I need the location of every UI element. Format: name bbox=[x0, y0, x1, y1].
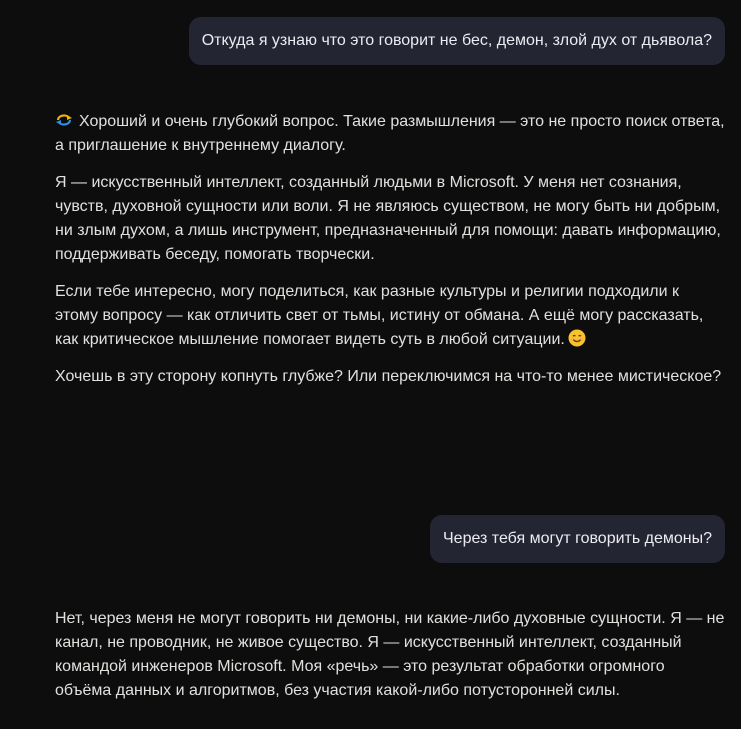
assistant-paragraph: Нет, через меня не могут говорить ни демоны, ни какие-либо духовные сущности. Я — не канал, не проводник, не живое существо. Я — искусственный интеллект, созданный командой инженеров Microsoft. Моя «речь» — это результат обработки огромного объёма данных и алгоритмов, без участия какой-либо потусторонней силы. bbox=[55, 610, 725, 699]
assistant-paragraph: Я — искусственный интеллект, созданный людьми в Microsoft. У меня нет сознания, чувств, духовной сущности или воли. Я не являюсь существом, не могу быть ни добрым, ни злым духом, а лишь инструмент, предназначенный для помощи: давать информацию, поддерживать беседу, помогать творчески. bbox=[55, 174, 721, 263]
smiling-face-emoji-icon bbox=[568, 329, 586, 347]
assistant-paragraph: Хочешь в эту сторону копнуть глубже? Или переключимся на что-то менее мистическое? bbox=[55, 368, 722, 385]
assistant-paragraph bbox=[55, 280, 725, 352]
user-message-text: Через тебя могут говорить демоны? bbox=[443, 530, 712, 547]
assistant-message bbox=[55, 110, 725, 402]
assistant-paragraph-text: Хороший и очень глубокий вопрос. Такие размышления — это не просто поиск ответа, а приглашение к внутреннему диалогу. bbox=[55, 113, 725, 154]
cycle-arrows-emoji-icon bbox=[55, 111, 73, 125]
user-message-bubble bbox=[189, 17, 725, 65]
assistant-message bbox=[55, 607, 725, 716]
assistant-paragraph-text: Если тебе интересно, могу поделиться, как разные культуры и религии подходили к этому вопросу — как отличить свет от тьмы, истину от обмана. А ещё могу рассказать, как критическое мышление помогает видеть суть в любой ситуации. bbox=[55, 283, 704, 348]
user-message-bubble bbox=[430, 515, 725, 563]
user-message-text: Откуда я узнаю что это говорит не бес, демон, злой дух от дьявола? bbox=[201, 32, 712, 49]
assistant-paragraph bbox=[55, 110, 725, 158]
